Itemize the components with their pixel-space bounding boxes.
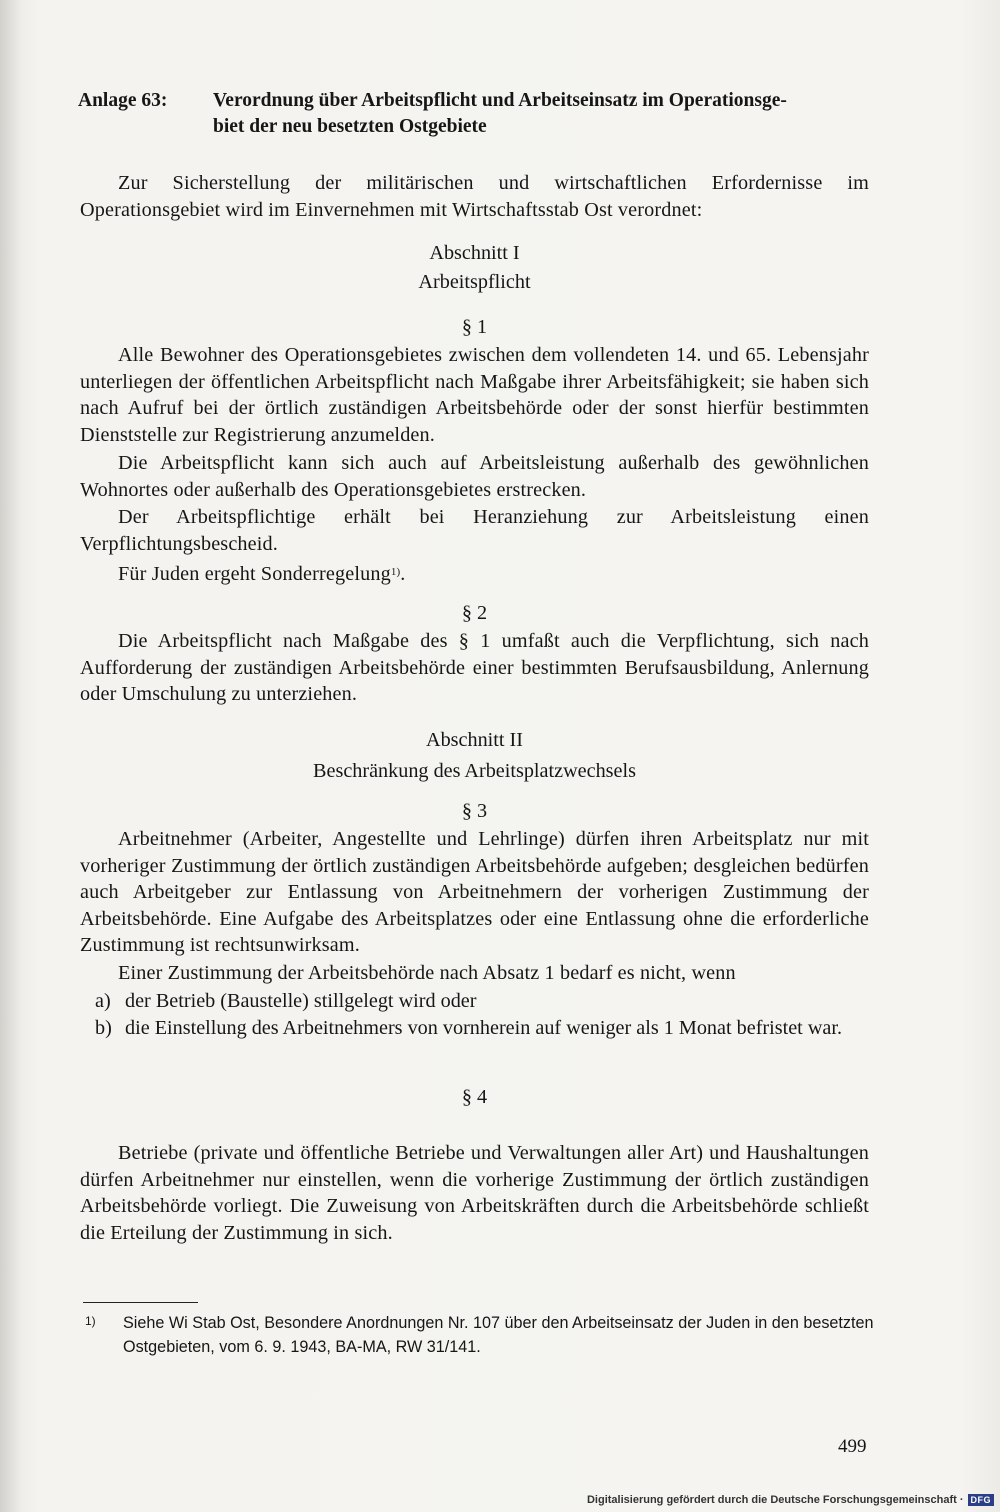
- special-regulation-text: Für Juden ergeht Sonderregelung: [118, 563, 391, 585]
- digitization-credit: [587, 1494, 994, 1506]
- section-1-title: Abschnitt I: [429, 242, 520, 264]
- heading-title-line-1: Verordnung über Arbeitspflicht und Arbeitseinsatz im Operationsge-: [213, 90, 787, 111]
- heading-title-line-2: biet der neu besetzten Ostgebiete: [213, 116, 487, 137]
- binding-shadow: [0, 0, 22, 1512]
- list-item: [95, 988, 869, 1015]
- footnote-reference: 1): [390, 566, 401, 578]
- paragraph-1-text-3: Der Arbeitspflichtige erhält bei Heranziehung zur Arbeitsleistung einen Verpflichtungsbescheid.: [80, 506, 869, 555]
- paragraph-3-text: Arbeitnehmer (Arbeiter, Angestellte und Lehrlinge) dürfen ihren Arbeitsplatz nur mit vorheriger Zustimmung der örtlich zuständigen Arbeitsbehörde aufgeben; desgleichen bedürfen auch Arbeitgeber zur Entlassung von Arbeitnehmern der vorherigen Zustimmung der Arbeitsbehörde. Eine Aufgabe des Arbeitsplatzes oder eine Entlassung ohne die erforderliche Zustimmung ist rechtsunwirksam.: [80, 828, 869, 956]
- footnote-rule: [83, 1302, 198, 1303]
- footnote-mark: 1): [85, 1314, 96, 1328]
- list-item-marker: b): [95, 1017, 112, 1039]
- dfg-logo: DFG: [968, 1494, 995, 1506]
- section-2-title: Abschnitt II: [426, 729, 523, 751]
- credit-text: Digitalisierung gefördert durch die Deutsche Forschungsgemeinschaft ·: [586, 1494, 964, 1506]
- paragraph-3-text-2: Einer Zustimmung der Arbeitsbehörde nach Absatz 1 bedarf es nicht, wenn: [118, 962, 736, 984]
- footnote-text: Siehe Wi Stab Ost, Besondere Anordnungen Nr. 107 über den Arbeitseinsatz der Juden in den besetzten Ostgebieten, vom 6. 9. 1943, BA-MA, RW 31/141.: [123, 1314, 874, 1356]
- paragraph-1-text-2: Die Arbeitspflicht kann sich auch auf Arbeitsleistung außerhalb des gewöhnlichen Wohnortes oder außerhalb des Operationsgebietes erstrecken.: [80, 452, 869, 501]
- intro-paragraph: Zur Sicherstellung der militärischen und wirtschaftlichen Erfordernisse im Operationsgebiet wird im Einvernehmen mit Wirtschaftsstab Ost verordnet:: [80, 172, 869, 221]
- appendix-label: Anlage 63:: [78, 90, 168, 111]
- paragraph-2-text: Die Arbeitspflicht nach Maßgabe des § 1 umfaßt auch die Verpflichtung, sich nach Aufforderung der zuständigen Arbeitsbehörde einer bestimmten Berufsausbildung, Anlernung oder Umschulung zu unterziehen.: [80, 630, 869, 705]
- list-item-marker: a): [95, 990, 111, 1012]
- paragraph-1-sign: § 1: [461, 316, 488, 338]
- page-number: 499: [838, 1436, 867, 1457]
- paragraph-4-text: Betriebe (private und öffentliche Betriebe und Verwaltungen aller Art) und Haushaltungen dürfen Arbeitnehmer nur einstellen, wenn die vorherige Zustimmung der örtlich zuständigen Arbeitsbehörde vorliegt. Die Zuweisung von Arbeitskräften durch die Arbeitsbehörde schließt die Erteilung der Zustimmung in sich.: [80, 1142, 869, 1244]
- paragraph-1-text-4: [80, 561, 869, 588]
- footnote: [85, 1311, 875, 1359]
- section-1-subtitle: Arbeitspflicht: [418, 271, 531, 293]
- paragraph-2-sign: § 2: [461, 602, 488, 624]
- section-2-subtitle: Beschränkung des Arbeitsplatzwechsels: [313, 760, 636, 782]
- list-item-text: der Betrieb (Baustelle) stillgelegt wird oder: [125, 990, 477, 1012]
- sentence-end: .: [400, 563, 406, 585]
- list-item-text: die Einstellung des Arbeitnehmers von vornherein auf weniger als 1 Monat befristet war.: [125, 1017, 843, 1039]
- paragraph-1-text: Alle Bewohner des Operationsgebietes zwischen dem vollendeten 14. und 65. Lebensjahr unterliegen der öffentlichen Arbeitspflicht nach Maßgabe ihrer Arbeitsfähigkeit; sie haben sich nach Aufruf bei der örtlich zuständigen Arbeitsbehörde oder der sonst hierfür bestimmten Dienststelle zur Registrierung anzumelden.: [80, 344, 869, 446]
- paragraph-4-sign: § 4: [461, 1086, 488, 1108]
- paragraph-3-sign: § 3: [461, 800, 488, 822]
- list-item: [95, 1015, 869, 1042]
